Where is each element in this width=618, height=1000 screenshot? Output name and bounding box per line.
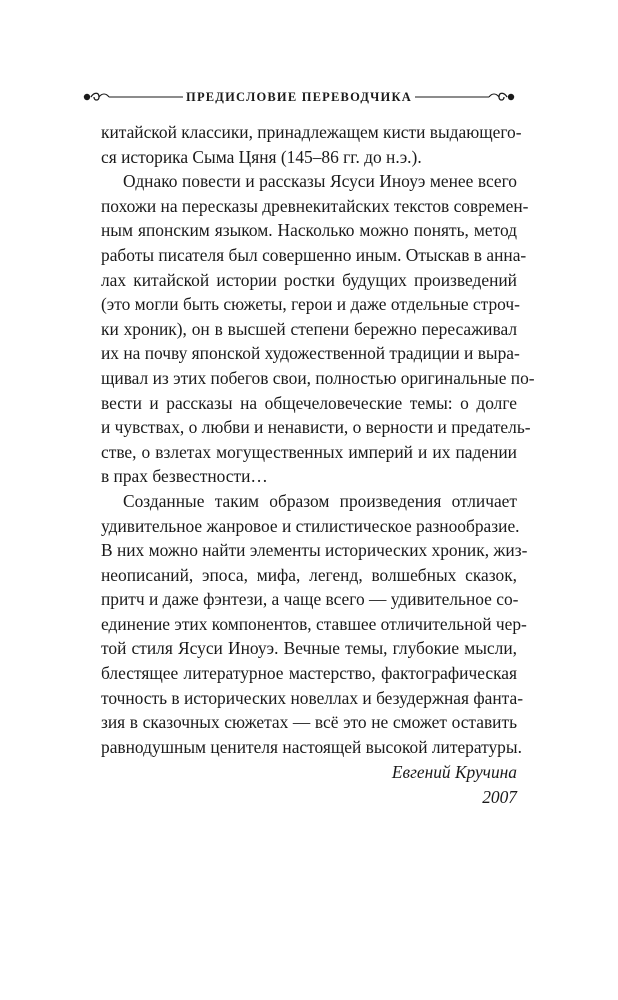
text-line: Созданные таким образом произведения отличает xyxy=(123,490,517,511)
left-ornament-icon xyxy=(83,90,183,104)
text-line: в прах безвестности… xyxy=(101,466,268,487)
text-line: похожи на пересказы древнекитайских текстов современ- xyxy=(101,195,529,216)
text-line: ся историка Сыма Цяня (145–86 гг. до н.э.). xyxy=(101,146,422,167)
text-line: лах китайской истории ростки будущих произведений xyxy=(101,269,517,290)
text-line: Однако повести и рассказы Ясуси Иноуэ менее всего xyxy=(123,171,517,192)
running-header xyxy=(83,87,515,107)
text-line: единение этих компонентов, ставшее отличительной чер- xyxy=(101,613,527,634)
text-line: и чувствах, о любви и ненависти, о верности и предатель- xyxy=(101,417,531,438)
text-line: равнодушным ценителя настоящей высокой литературы. xyxy=(101,736,522,757)
text-line: точность в исторических новеллах и безудержная фанта- xyxy=(101,687,523,708)
signature-author: Евгений Кручина xyxy=(391,762,517,782)
text-line: щивал из этих побегов свои, полностью оригинальные по- xyxy=(101,367,535,388)
text-line: притч и даже фэнтези, а чаще всего — удивительное со- xyxy=(101,589,519,610)
text-line: той стиля Ясуси Иноуэ. Вечные темы, глубокие мысли, xyxy=(101,638,517,659)
text-line: неописаний, эпоса, мифа, легенд, волшебных сказок, xyxy=(101,564,517,585)
text-line: удивительное жанровое и стилистическое разнообразие. xyxy=(101,515,520,536)
text-line: (это могли быть сюжеты, герои и даже отдельные строч- xyxy=(101,294,520,315)
text-line: их на почву японской художественной традиции и выра- xyxy=(101,343,520,364)
text-line: стве, о взлетах могущественных империй и их падении xyxy=(101,441,517,462)
text-line: блестящее литературное мастерство, фактографическая xyxy=(101,663,517,684)
text-line: В них можно найти элементы исторических хроник, жиз- xyxy=(101,540,528,561)
header-title: ПРЕДИСЛОВИЕ ПЕРЕВОДЧИКА xyxy=(186,89,412,104)
body-text xyxy=(101,120,535,759)
signature-year: 2007 xyxy=(482,786,517,807)
signature xyxy=(392,760,517,809)
text-line: работы писателя был совершенно иным. Отыскав в анна- xyxy=(101,244,527,265)
text-line: ным японским языком. Насколько можно понять, метод xyxy=(101,220,517,241)
text-line: вести и рассказы на общечеловеческие темы: о долге xyxy=(101,392,517,413)
text-line: ки хроник), он в высшей степени бережно пересаживал xyxy=(101,318,517,339)
text-line: зия в сказочных сюжетах — всё это не сможет оставить xyxy=(101,712,517,733)
right-ornament-icon xyxy=(415,90,515,104)
text-line: китайской классики, принадлежащем кисти выдающего- xyxy=(101,122,522,142)
